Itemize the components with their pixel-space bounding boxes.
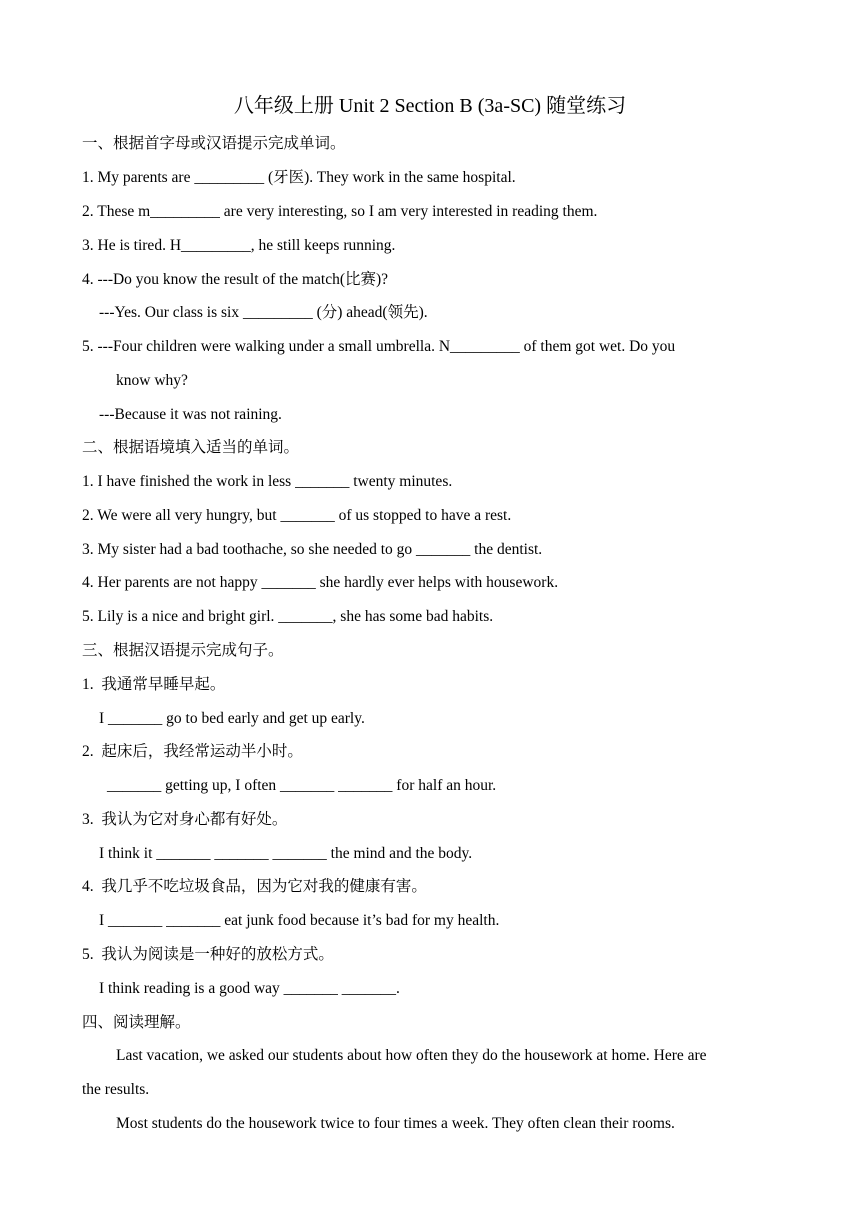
question-line: _______ getting up, I often _______ _______ for half an hour. — [107, 777, 497, 794]
passage-line: the results. — [82, 1081, 150, 1098]
question-line: 1. My parents are _________ (牙医). They work in the same hospital. — [82, 169, 516, 186]
section-heading-1: 一、根据首字母或汉语提示完成单词。 — [82, 135, 346, 152]
question-line: I _______ _______ eat junk food because it’s bad for my health. — [99, 912, 500, 929]
question-line: 3. My sister had a bad toothache, so she needed to go _______ the dentist. — [82, 541, 543, 558]
section-heading-2: 二、根据语境填入适当的单词。 — [82, 439, 300, 456]
question-line: 4. ---Do you know the result of the match(比赛)? — [82, 271, 389, 288]
passage-line: Most students do the housework twice to four times a week. They often clean their rooms. — [116, 1115, 675, 1132]
question-line: 2. 起床后，我经常运动半小时。 — [82, 743, 303, 760]
question-line: 4. Her parents are not happy _______ she hardly ever helps with housework. — [82, 574, 559, 591]
question-line: 5. Lily is a nice and bright girl. _______, she has some bad habits. — [82, 608, 494, 625]
question-line: I think reading is a good way _______ _______. — [99, 980, 400, 997]
question-line: 5. 我认为阅读是一种好的放松方式。 — [82, 946, 334, 963]
question-line: 2. We were all very hungry, but _______ of us stopped to have a rest. — [82, 507, 512, 524]
page-title: 八年级上册 Unit 2 Section B (3a-SC) 随堂练习 — [233, 95, 627, 117]
question-line: ---Yes. Our class is six _________ (分) ahead(领先). — [99, 304, 428, 321]
question-line: I _______ go to bed early and get up early. — [99, 710, 365, 727]
section-heading-3: 三、根据汉语提示完成句子。 — [82, 642, 284, 659]
section-heading-4: 四、阅读理解。 — [82, 1014, 191, 1031]
passage-line: Last vacation, we asked our students about how often they do the housework at home. Here are — [116, 1047, 707, 1064]
question-line: 1. I have finished the work in less _______ twenty minutes. — [82, 473, 453, 490]
question-line: 3. He is tired. H_________, he still keeps running. — [82, 237, 396, 254]
question-line: 1. 我通常早睡早起。 — [82, 676, 226, 693]
question-line: ---Because it was not raining. — [99, 406, 282, 423]
question-line: know why? — [116, 372, 188, 389]
question-line: 5. ---Four children were walking under a small umbrella. N_________ of them got wet. Do you — [82, 338, 676, 355]
question-line: 4. 我几乎不吃垃圾食品，因为它对我的健康有害。 — [82, 878, 427, 895]
question-line: 3. 我认为它对身心都有好处。 — [82, 811, 288, 828]
question-line: 2. These m_________ are very interesting, so I am very interested in reading them. — [82, 203, 598, 220]
question-line: I think it _______ _______ _______ the mind and the body. — [99, 845, 473, 862]
